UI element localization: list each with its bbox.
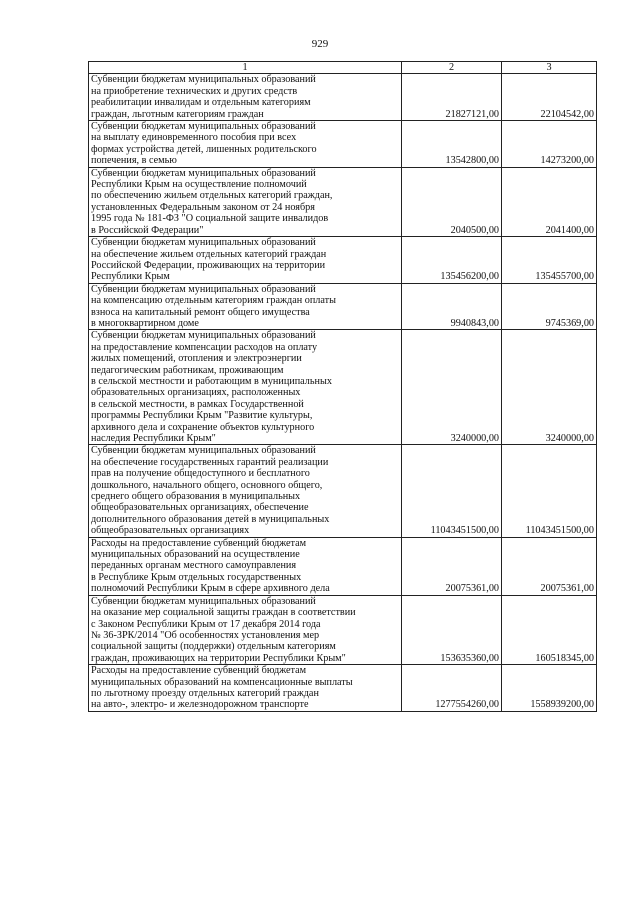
row-description: Субвенции бюджетам муниципальных образований на обеспечение государственных гарантий реализации прав на получение общедоступного и бесплатного дошкольного, начального общего, основного общего, среднего общего образования в муниципальных общеобразовательных организациях, обеспечение дополнительного образования детей в муниципальных общеобразовательных организациях bbox=[89, 445, 402, 537]
header-col-1: 1 bbox=[89, 62, 402, 74]
table-row bbox=[89, 330, 597, 445]
table-row bbox=[89, 665, 597, 712]
header-row bbox=[89, 62, 597, 74]
row-value-col3: 160518345,00 bbox=[502, 595, 597, 664]
row-value-col3: 2041400,00 bbox=[502, 167, 597, 236]
row-value-col2: 1277554260,00 bbox=[402, 665, 502, 712]
row-value-col3: 20075361,00 bbox=[502, 537, 597, 595]
page-number: 929 bbox=[311, 38, 329, 50]
row-value-col3: 1558939200,00 bbox=[502, 665, 597, 712]
row-value-col2: 153635360,00 bbox=[402, 595, 502, 664]
row-value-col2: 9940843,00 bbox=[402, 283, 502, 330]
table-row bbox=[89, 237, 597, 284]
row-description: Субвенции бюджетам муниципальных образований на выплату единовременного пособия при всех формах устройства детей, лишенных родительского попечения, в семью bbox=[89, 121, 402, 168]
row-description: Расходы на предоставление субвенций бюджетам муниципальных образований на компенсационные выплаты по льготному проезду отдельных категорий граждан на авто-, электро- и железнодорожном транспорте bbox=[89, 665, 402, 712]
row-description: Субвенции бюджетам муниципальных образований на приобретение технических и других средств реабилитации инвалидам и отдельным категориям граждан, льготным категориям граждан bbox=[89, 74, 402, 121]
row-value-col2: 2040500,00 bbox=[402, 167, 502, 236]
row-value-col3: 11043451500,00 bbox=[502, 445, 597, 537]
row-value-col2: 20075361,00 bbox=[402, 537, 502, 595]
table-row bbox=[89, 121, 597, 168]
header-col-3: 3 bbox=[502, 62, 597, 74]
row-value-col3: 14273200,00 bbox=[502, 121, 597, 168]
row-value-col2: 135456200,00 bbox=[402, 237, 502, 284]
budget-table bbox=[88, 61, 597, 712]
table-body bbox=[89, 74, 597, 711]
row-description: Субвенции бюджетам муниципальных образований на компенсацию отдельным категориям граждан оплаты взноса на капитальный ремонт общего имущества в многоквартирном доме bbox=[89, 283, 402, 330]
row-value-col2: 3240000,00 bbox=[402, 330, 502, 445]
table-row bbox=[89, 595, 597, 664]
table-row bbox=[89, 167, 597, 236]
table-header bbox=[89, 62, 597, 74]
row-value-col3: 3240000,00 bbox=[502, 330, 597, 445]
row-description: Субвенции бюджетам муниципальных образований на предоставление компенсации расходов на оплату жилых помещений, отопления и электроэнергии педагогическим работникам, проживающим в сельской местности и работающим в муниципальных образовательных организациях, расположенных в сельской местности, в рамках Государственной программы Республики Крым "Развитие культуры, архивного дела и сохранение объектов культурного наследия Республики Крым" bbox=[89, 330, 402, 445]
row-description: Субвенции бюджетам муниципальных образований Республики Крым на осуществление полномочий по обеспечению жильем отдельных категорий граждан, установленных Федеральным законом от 24 ноября 1995 года № 181-ФЗ "О социальной защите инвалидов в Российской Федерации" bbox=[89, 167, 402, 236]
table-row bbox=[89, 445, 597, 537]
row-value-col3: 9745369,00 bbox=[502, 283, 597, 330]
row-value-col2: 13542800,00 bbox=[402, 121, 502, 168]
table-row bbox=[89, 283, 597, 330]
row-description: Субвенции бюджетам муниципальных образований на обеспечение жильем отдельных категорий граждан Российской Федерации, проживающих на территории Республики Крым bbox=[89, 237, 402, 284]
table-row bbox=[89, 74, 597, 121]
row-value-col2: 21827121,00 bbox=[402, 74, 502, 121]
table-row bbox=[89, 537, 597, 595]
row-description: Расходы на предоставление субвенций бюджетам муниципальных образований на осуществление переданных органам местного самоуправления в Республике Крым отдельных государственных полномочий Республики Крым в сфере архивного дела bbox=[89, 537, 402, 595]
row-value-col2: 11043451500,00 bbox=[402, 445, 502, 537]
row-value-col3: 22104542,00 bbox=[502, 74, 597, 121]
row-value-col3: 135455700,00 bbox=[502, 237, 597, 284]
header-col-2: 2 bbox=[402, 62, 502, 74]
row-description: Субвенции бюджетам муниципальных образований на оказание мер социальной защиты граждан в соответствии с Законом Республики Крым от 17 декабря 2014 года № 36-ЗРК/2014 "Об особенностях установления мер социальной защиты (поддержки) отдельным категориям граждан, проживающих на территории Республики Крым" bbox=[89, 595, 402, 664]
